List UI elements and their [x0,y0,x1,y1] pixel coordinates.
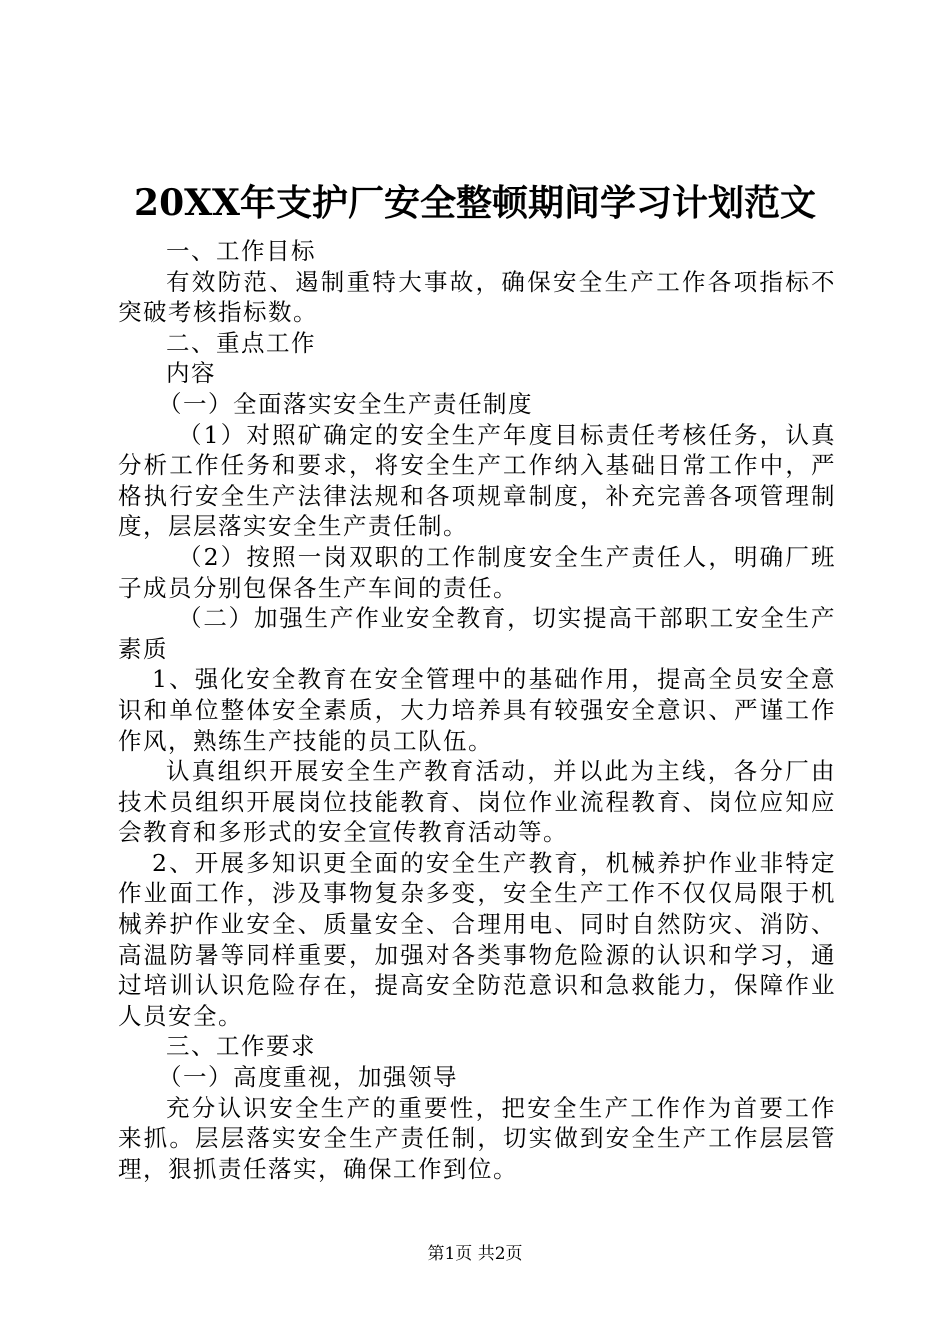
paragraph-content-label: 内容 [166,359,216,388]
paragraph-goal: 有效防范、遏制重特大事故，确保安全生产工作各项指标不突破考核指标数。 [118,267,836,327]
subsection-heading-leadership: （一）高度重视，加强领导 [158,1063,458,1092]
document-title: 20XX年支护厂安全整顿期间学习计划范文 [134,182,816,224]
paragraph-education-1: 1、强化安全教育在安全管理中的基础作用，提高全员安全意识和单位整体安全素质，大力培养具有较强安全意识、严谨工作作风，熟练生产技能的员工队伍。 [118,665,836,755]
subsection-heading-education: （二）加强生产作业安全教育，切实提高干部职工安全生产素质 [118,604,836,663]
section-heading-requirements: 三、工作要求 [166,1032,316,1061]
paragraph-item-2: （2）按照一岗双职的工作制度安全生产责任人，明确厂班子成员分别包保各生产车间的责任。 [118,542,836,602]
paragraph-education-2: 2、开展多知识更全面的安全生产教育，机械养护作业非特定作业面工作，涉及事物复杂多变，安全生产工作不仅仅局限于机械养护作业安全、质量安全、合理用电、同时自然防灾、消防、高温防暑等同样重要，加强对各类事物危险源的认识和学习，通过培训认识危险存在，提高安全防范意识和急救能力，保障作业人员安全。 [118,848,836,1030]
section-heading-goal: 一、工作目标 [166,237,316,265]
section-heading-key-work: 二、重点工作 [166,328,316,357]
paragraph-leadership: 充分认识安全生产的重要性，把安全生产工作作为首要工作来抓。层层落实安全生产责任制，切实做到安全生产工作层层管理，狠抓责任落实，确保工作到位。 [118,1093,836,1183]
paragraph-item-1: （1）对照矿确定的安全生产年度目标责任考核任务，认真分析工作任务和要求，将安全生产工作纳入基础日常工作中，严格执行安全生产法律法规和各项规章制度，补充完善各项管理制度，层层落实安全生产责任制。 [118,420,836,541]
document-body [118,236,836,1184]
page-number-footer: 第1页 共2页 [427,1244,523,1264]
subsection-heading-responsibility: （一）全面落实安全生产责任制度 [158,389,533,418]
paragraph-education-activities: 认真组织开展安全生产教育活动，并以此为主线，各分厂由技术员组织开展岗位技能教育、岗位作业流程教育、岗位应知应会教育和多形式的安全宣传教育活动等。 [118,757,836,847]
